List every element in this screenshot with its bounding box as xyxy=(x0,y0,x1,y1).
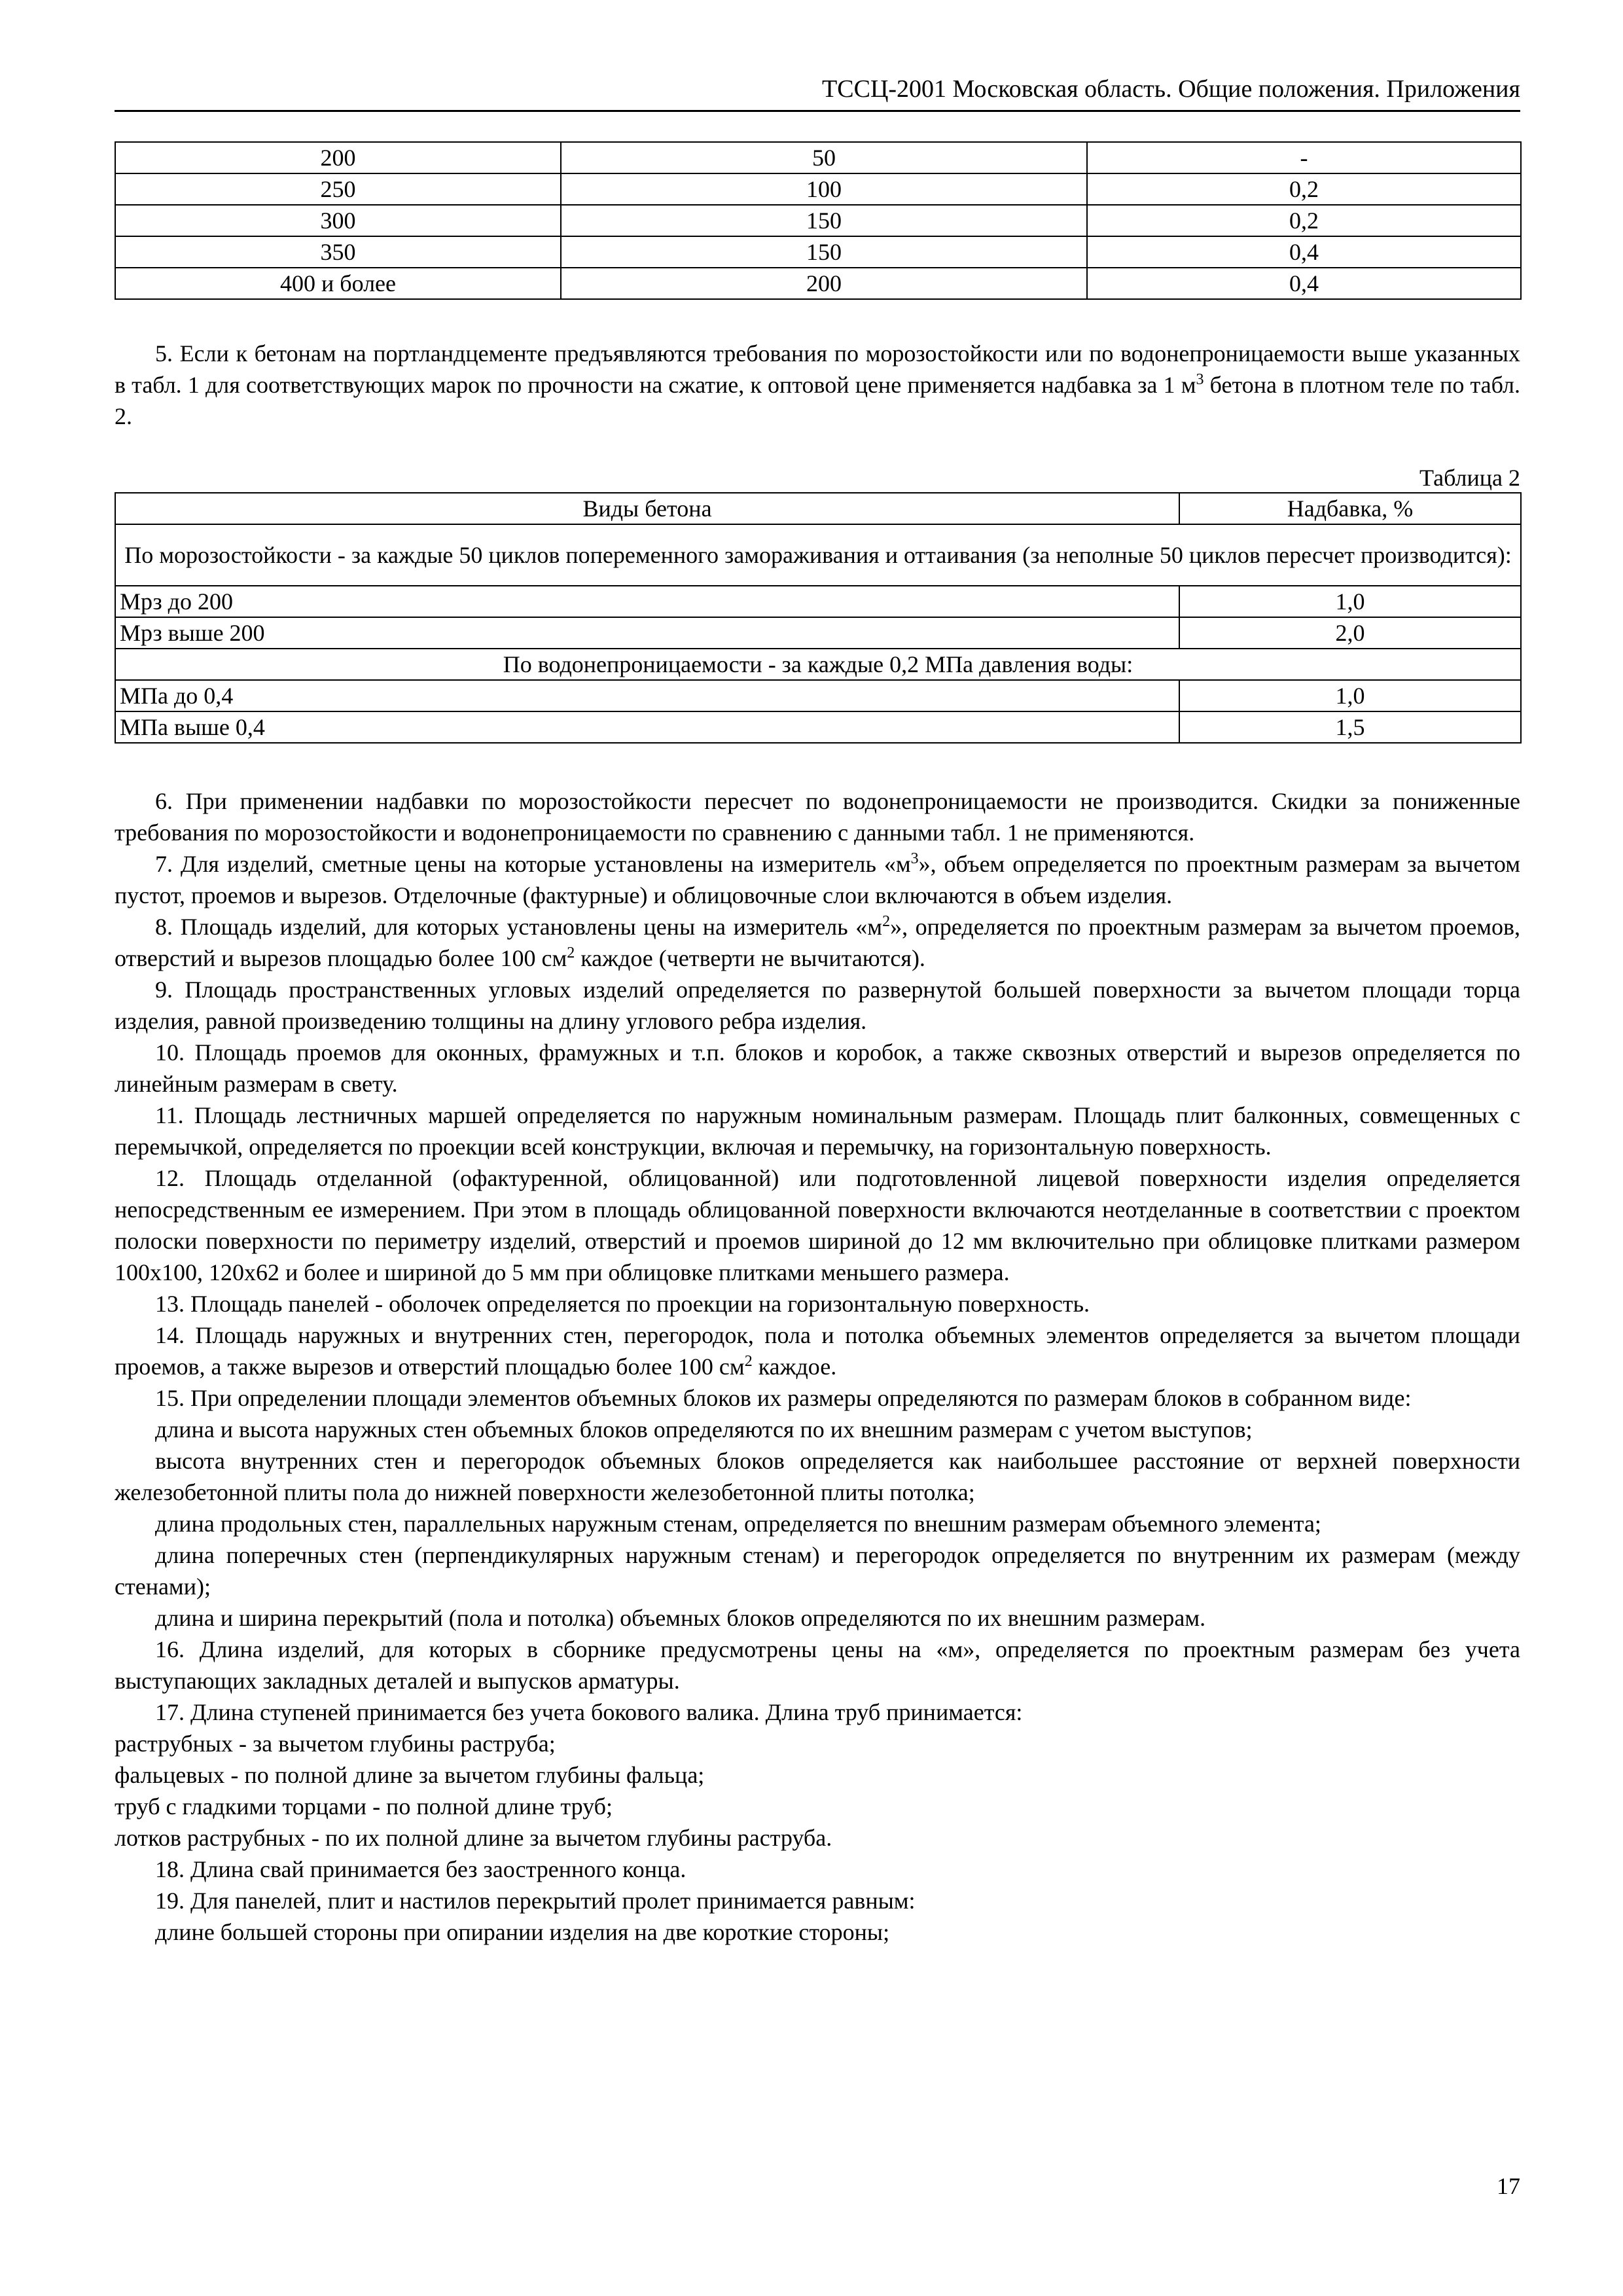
paragraph-19: 19. Для панелей, плит и настилов перекрытий пролет принимается равным: xyxy=(155,1888,916,1914)
row-value: 1,0 xyxy=(1179,586,1521,617)
section-row xyxy=(115,524,1521,586)
row-name: Мрз до 200 xyxy=(115,586,1179,617)
table-2 xyxy=(115,492,1522,744)
paragraph-7 xyxy=(115,848,1520,911)
section-row xyxy=(115,649,1521,680)
section-water-resistance: По водонепроницаемости - за каждые 0,2 МПа давления воды: xyxy=(115,649,1521,680)
table-row xyxy=(115,680,1521,711)
paragraph-18: 18. Длина свай принимается без заостренного конца. xyxy=(155,1856,687,1882)
paragraph-15-item: длина и ширина перекрытий (пола и потолка) объемных блоков определяются по их внешним размерам. xyxy=(155,1605,1206,1631)
table-row xyxy=(115,711,1521,743)
column-header-surcharge: Надбавка, % xyxy=(1179,493,1521,524)
paragraph-10: 10. Площадь проемов для оконных, фрамужных и т.п. блоков и коробок, а также сквозных отверстий и вырезов определяется по линейным размерам в свету. xyxy=(115,1039,1520,1097)
superscript: 2 xyxy=(567,944,575,961)
paragraph-14-text: 14. Площадь наружных и внутренних стен, перегородок, пола и потолка объемных элементов определяется за вычетом площади проемов, а также вырезов и отверстий площадью более 100 см xyxy=(115,1322,1520,1380)
table-cell: 50 xyxy=(561,142,1087,173)
table-cell: 0,4 xyxy=(1087,268,1521,299)
paragraph-15-item: длина продольных стен, параллельных наружным стенам, определяется по внешним размерам объемного элемента; xyxy=(155,1511,1321,1537)
table-cell: 0,4 xyxy=(1087,236,1521,268)
paragraph-8 xyxy=(115,911,1520,974)
paragraph-11: 11. Площадь лестничных маршей определяется по наружным номинальным размерам. Площадь плит балконных, совмещенных с перемычкой, определяется по проекции всей конструкции, включая и перемычку, на горизонтальную поверхность. xyxy=(115,1102,1520,1160)
table-cell: 400 и более xyxy=(115,268,561,299)
table-row xyxy=(115,586,1521,617)
row-value: 1,5 xyxy=(1179,711,1521,743)
column-header-concrete-type: Виды бетона xyxy=(115,493,1179,524)
table-cell: 150 xyxy=(561,205,1087,236)
paragraph-19-item: длине большей стороны при опирании изделия на две короткие стороны; xyxy=(155,1919,890,1945)
paragraph-8-text-mid: », определяется по проектным размерам за вычетом проемов, отверстий и вырезов площадью более 100 см xyxy=(115,914,1520,971)
superscript: 2 xyxy=(744,1353,753,1370)
paragraph-17: 17. Длина ступеней принимается без учета бокового валика. Длина труб принимается: xyxy=(155,1699,1023,1725)
paragraph-17-item: лотков раструбных - по их полной длине за вычетом глубины раструба. xyxy=(115,1825,832,1851)
paragraph-7-text: 7. Для изделий, сметные цены на которые установлены на измеритель «м xyxy=(155,851,911,877)
table-cell: 100 xyxy=(561,173,1087,205)
paragraph-8-text-end: каждое (четверти не вычитаются). xyxy=(575,945,925,971)
superscript: 3 xyxy=(1196,371,1204,388)
table-1-body xyxy=(115,142,1521,299)
paragraph-14 xyxy=(115,1319,1520,1382)
paragraph-7-text-end: », объем определяется по проектным размерам за вычетом пустот, проемов и вырезов. Отделочные (фактурные) и облицовочные слои включаются в объем изделия. xyxy=(115,851,1520,908)
superscript: 3 xyxy=(910,850,919,867)
paragraph-13: 13. Площадь панелей - оболочек определяется по проекции на горизонтальную поверхность. xyxy=(155,1291,1090,1317)
table-cell: 0,2 xyxy=(1087,173,1521,205)
paragraph-15-item: высота внутренних стен и перегородок объемных блоков определяется как наибольшее расстояние от верхней поверхности железобетонной плиты пола до нижней поверхности железобетонной плиты потолка; xyxy=(115,1448,1520,1505)
running-header: ТССЦ-2001 Московская область. Общие положения. Приложения xyxy=(115,68,1520,112)
table-row xyxy=(115,173,1521,205)
paragraph-15: 15. При определении площади элементов объемных блоков их размеры определяются по размерам блоков в собранном виде: xyxy=(155,1385,1412,1411)
table-cell: 200 xyxy=(115,142,561,173)
table-row xyxy=(115,268,1521,299)
table-cell: 150 xyxy=(561,236,1087,268)
paragraph-16: 16. Длина изделий, для которых в сборнике предусмотрены цены на «м», определяется по проектным размерам без учета выступающих закладных деталей и выпусков арматуры. xyxy=(115,1636,1520,1694)
table-cell: 350 xyxy=(115,236,561,268)
table-cell: 300 xyxy=(115,205,561,236)
row-value: 2,0 xyxy=(1179,617,1521,649)
table-1-continuation xyxy=(115,141,1522,300)
table-cell: 200 xyxy=(561,268,1087,299)
paragraph-14-text-end: каждое. xyxy=(752,1354,837,1380)
paragraph-12: 12. Площадь отделанной (офактуренной, облицованной) или подготовленной лицевой поверхности изделия определяется непосредственным ее измерением. При этом в площадь облицованной поверхности включаются неотделанные в соответствии с проектом полоски поверхности по периметру изделий, отверстий и проемов шириной до 12 мм включительно при облицовке плитками размером 100х100, 120х62 и более и шириной до 5 мм при облицовке плитками меньшего размера. xyxy=(115,1165,1520,1285)
table-cell: - xyxy=(1087,142,1521,173)
section-frost-resistance: По морозостойкости - за каждые 50 циклов попеременного замораживания и оттаивания (за неполные 50 циклов пересчет производится): xyxy=(115,524,1521,586)
paragraph-6: 6. При применении надбавки по морозостойкости пересчет по водонепроницаемости не производится. Скидки за пониженные требования по морозостойкости и водонепроницаемости по сравнению с данными табл. 1 не применяются. xyxy=(115,788,1520,846)
table-row xyxy=(115,142,1521,173)
paragraph-15-item: длина и высота наружных стен объемных блоков определяются по их внешним размерам с учетом выступов; xyxy=(155,1416,1253,1443)
page-number: 17 xyxy=(1497,2173,1520,2199)
paragraph-17-item: труб с гладкими торцами - по полной длине труб; xyxy=(115,1793,613,1820)
table-cell: 0,2 xyxy=(1087,205,1521,236)
row-name: Мрз выше 200 xyxy=(115,617,1179,649)
paragraph-5-text: 5. Если к бетонам на портландцементе предъявляются требования по морозостойкости или по водонепроницаемости выше указанных в табл. 1 для соответствующих марок по прочности на сжатие, к оптовой цене применяется надбавка за 1 м xyxy=(115,340,1520,398)
paragraph-5-text-end: бетона в плотном теле по табл. 2. xyxy=(115,372,1521,429)
paragraph-17-item: фальцевых - по полной длине за вычетом глубины фальца; xyxy=(115,1762,705,1788)
table-header-row xyxy=(115,493,1521,524)
row-name: МПа выше 0,4 xyxy=(115,711,1179,743)
paragraph-15-item: длина поперечных стен (перпендикулярных наружным стенам) и перегородок определяется по внутренним их размерам (между стенами); xyxy=(115,1542,1520,1600)
table-row xyxy=(115,236,1521,268)
paragraph-9: 9. Площадь пространственных угловых изделий определяется по развернутой большей поверхности за вычетом площади торца изделия, равной произведению толщины на длину углового ребра изделия. xyxy=(115,977,1520,1034)
superscript: 2 xyxy=(882,913,891,930)
row-name: МПа до 0,4 xyxy=(115,680,1179,711)
paragraph-5 xyxy=(115,338,1520,432)
row-value: 1,0 xyxy=(1179,680,1521,711)
table-2-caption: Таблица 2 xyxy=(1419,465,1520,491)
body-paragraphs xyxy=(115,785,1520,1948)
table-row xyxy=(115,617,1521,649)
table-cell: 250 xyxy=(115,173,561,205)
table-row xyxy=(115,205,1521,236)
paragraph-17-item: раструбных - за вычетом глубины раструба; xyxy=(115,1731,556,1757)
paragraph-8-text: 8. Площадь изделий, для которых установлены цены на измеритель «м xyxy=(155,914,883,940)
